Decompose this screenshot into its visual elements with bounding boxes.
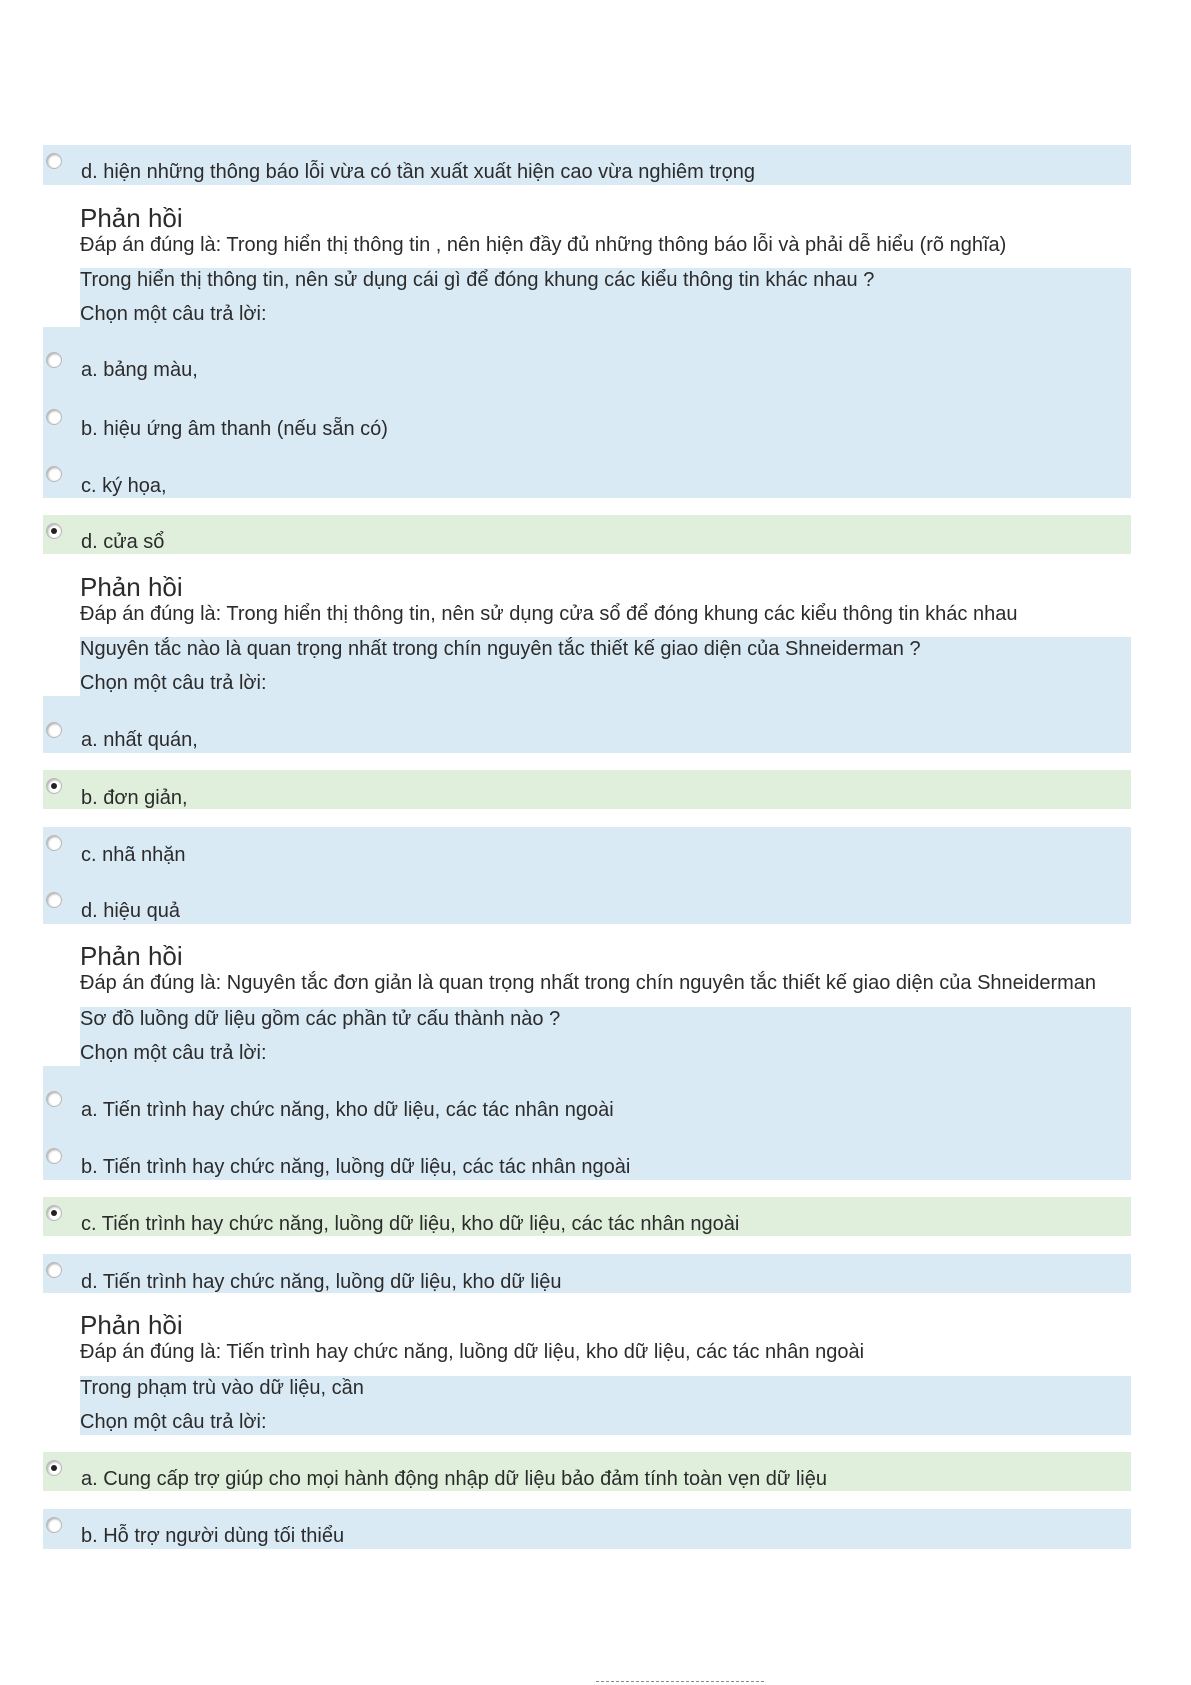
radio-button[interactable] [46,409,62,425]
option-label: a. Cung cấp trợ giúp cho mọi hành động nhập dữ liệu bảo đảm tính toàn vẹn dữ liệu [81,1468,827,1490]
radio-button[interactable] [46,1148,62,1164]
question-text: Sơ đồ luồng dữ liệu gồm các phần tử cấu thành nào ? [80,1008,561,1030]
feedback-text: Đáp án đúng là: Trong hiển thị thông tin, nên sử dụng cửa sổ để đóng khung các kiểu thông tin khác nhau [80,603,1018,625]
question-text: Trong hiển thị thông tin, nên sử dụng cái gì để đóng khung các kiểu thông tin khác nhau ? [80,269,875,291]
radio-button[interactable] [46,1262,62,1278]
feedback-heading: Phản hồi [80,1310,183,1340]
radio-button-checked[interactable] [46,1460,62,1476]
radio-button[interactable] [46,153,62,169]
answer-prompt: Chọn một câu trả lời: [80,1042,267,1064]
answer-prompt: Chọn một câu trả lời: [80,1411,267,1433]
radio-button-checked[interactable] [46,1205,62,1221]
radio-button[interactable] [46,892,62,908]
option-row [43,827,1131,924]
radio-button[interactable] [46,835,62,851]
option-row-selected [43,515,1131,554]
radio-button[interactable] [46,466,62,482]
option-label: b. Tiến trình hay chức năng, luồng dữ liệu, các tác nhân ngoài [81,1156,631,1178]
option-label: b. Hỗ trợ người dùng tối thiểu [81,1525,345,1547]
feedback-text: Đáp án đúng là: Trong hiển thị thông tin , nên hiện đầy đủ những thông báo lỗi và phải dễ hiểu (rõ nghĩa) [80,234,1007,256]
radio-button[interactable] [46,1517,62,1533]
option-row-selected [43,770,1131,809]
option-row [43,696,1131,753]
option-label: a. bảng màu, [81,359,198,381]
radio-button-checked[interactable] [46,523,62,539]
option-label: c. ký họa, [81,475,167,497]
option-label: d. cửa sổ [81,531,165,553]
radio-button[interactable] [46,1091,62,1107]
option-label: b. đơn giản, [81,787,188,809]
feedback-heading: Phản hồi [80,572,183,602]
page-footer-divider [596,1681,764,1682]
question-text: Nguyên tắc nào là quan trọng nhất trong chín nguyên tắc thiết kế giao diện của Shneiderman ? [80,638,921,660]
option-label: a. nhất quán, [81,729,198,751]
feedback-text: Đáp án đúng là: Nguyên tắc đơn giản là quan trọng nhất trong chín nguyên tắc thiết kế giao diện của Shneiderman [80,972,1097,994]
question-text: Trong phạm trù vào dữ liệu, cần [80,1377,364,1399]
feedback-heading: Phản hồi [80,203,183,233]
answer-prompt: Chọn một câu trả lời: [80,303,267,325]
option-label: c. nhã nhặn [81,844,186,866]
feedback-heading: Phản hồi [80,941,183,971]
radio-button-checked[interactable] [46,778,62,794]
option-label: d. Tiến trình hay chức năng, luồng dữ liệu, kho dữ liệu [81,1271,562,1293]
radio-button[interactable] [46,352,62,368]
option-row [43,327,1131,498]
answer-prompt: Chọn một câu trả lời: [80,672,267,694]
option-label: b. hiệu ứng âm thanh (nếu sẵn có) [81,418,388,440]
radio-button[interactable] [46,722,62,738]
option-label: d. hiệu quả [81,900,180,922]
option-label: c. Tiến trình hay chức năng, luồng dữ liệu, kho dữ liệu, các tác nhân ngoài [81,1213,740,1235]
feedback-text: Đáp án đúng là: Tiến trình hay chức năng, luồng dữ liệu, kho dữ liệu, các tác nhân ngoài [80,1341,865,1363]
option-label: a. Tiến trình hay chức năng, kho dữ liệu, các tác nhân ngoài [81,1099,614,1121]
option-label: d. hiện những thông báo lỗi vừa có tần xuất xuất hiện cao vừa nghiêm trọng [81,161,755,183]
